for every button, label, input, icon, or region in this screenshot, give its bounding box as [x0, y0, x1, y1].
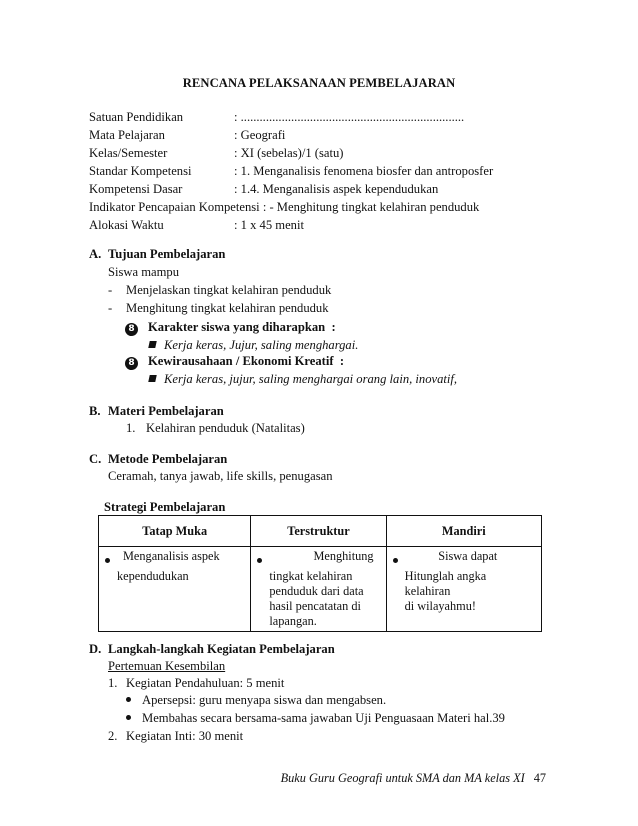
cell-line: di wilayahmu!: [404, 599, 476, 613]
cell-line: lapangan.: [269, 614, 317, 628]
section-a-letter: A.: [89, 247, 102, 261]
karakter-heading: [148, 320, 336, 335]
bullet-icon: [105, 558, 110, 563]
karakter-colon: :: [331, 320, 336, 334]
footer-text: Buku Guru Geografi untuk SMA dan MA kelas XI: [280, 771, 525, 785]
bullet-icon: [257, 558, 262, 563]
section-a-heading: Tujuan Pembelajaran: [108, 247, 226, 261]
identity-label-kd: Kompetensi Dasar: [89, 182, 183, 196]
bullet-text: Membahas secara bersama-sama jawaban Uji Penguasaan Materi hal.39: [142, 711, 505, 725]
identity-label-indikator: Indikator Pencapaian Kompetensi: [89, 200, 260, 214]
identity-label-alokasi: Alokasi Waktu: [89, 218, 164, 232]
square-bullet-icon: [148, 375, 156, 382]
kewira-item: [149, 372, 457, 387]
step-num: 2.: [108, 729, 118, 743]
step-text: Kegiatan Pendahuluan: 5 menit: [126, 676, 285, 690]
list-item: [126, 711, 505, 726]
karakter-item: [149, 338, 358, 353]
number-badge-icon: [125, 354, 138, 370]
identity-label-sk: Standar Kompetensi: [89, 164, 192, 178]
identity-label-satuan: Satuan Pendidikan: [89, 110, 184, 124]
number-badge-icon: [125, 320, 138, 336]
cell-line: Menghitung: [313, 549, 374, 563]
page-footer: [281, 771, 546, 786]
identity-value-indikator: : - Menghitung tingkat kelahiran penduduk: [259, 200, 480, 214]
badge-number: 8: [125, 357, 138, 370]
cell-line: Siswa dapat: [438, 549, 498, 563]
cell-line: Menganalisis aspek: [123, 549, 220, 563]
kewira-heading-text: Kewirausahaan / Ekonomi Kreatif: [148, 354, 334, 368]
column-header: Mandiri: [386, 516, 541, 547]
page-title: RENCANA PELAKSANAAN PEMBELAJARAN: [182, 76, 456, 90]
kewira-heading: [148, 354, 344, 369]
section-b-item: Kelahiran penduduk (Natalitas): [146, 421, 305, 435]
bullet-icon: [126, 697, 131, 702]
page-number: 47: [533, 771, 546, 785]
step-num: 1.: [108, 676, 118, 690]
identity-value-alokasi: : 1 x 45 menit: [234, 218, 304, 232]
cell-line: hasil pencatatan di: [269, 599, 361, 613]
identity-label-mapel: Mata Pelajaran: [89, 128, 165, 142]
karakter-text: Kerja keras, Jujur, saling menghargai.: [164, 338, 359, 352]
table-cell-tatap-muka: [99, 547, 251, 632]
section-c-text: Ceramah, tanya jawab, life skills, penugasan: [108, 469, 333, 483]
column-header: Terstruktur: [251, 516, 386, 547]
step-text: Kegiatan Inti: 30 menit: [126, 729, 244, 743]
cell-line: Hitunglah angka kelahiran: [404, 569, 487, 598]
cell-line: penduduk dari data: [269, 584, 364, 598]
bullet-text: Apersepsi: guru menyapa siswa dan mengabsen.: [142, 693, 387, 707]
list-item: Menghitung tingkat kelahiran penduduk: [126, 301, 329, 315]
table-row: [99, 547, 542, 632]
identity-value-satuan: : .......................................................................: [234, 110, 465, 124]
list-item: Menjelaskan tingkat kelahiran penduduk: [126, 283, 332, 297]
identity-indikator: [89, 200, 479, 215]
section-b-heading: Materi Pembelajaran: [108, 404, 224, 418]
list-dash: -: [108, 283, 113, 297]
list-dash: -: [108, 301, 113, 315]
section-d-heading: Langkah-langkah Kegiatan Pembelajaran: [108, 642, 335, 656]
section-c-letter: C.: [89, 452, 102, 466]
section-b-num: 1.: [126, 421, 136, 435]
identity-value-kelas: : XI (sebelas)/1 (satu): [234, 146, 344, 160]
list-item: [126, 693, 386, 708]
bullet-icon: [393, 558, 398, 563]
section-a-intro: Siswa mampu: [108, 265, 180, 279]
section-b-letter: B.: [89, 404, 101, 418]
table-cell-terstruktur: [251, 547, 386, 632]
kewira-text: Kerja keras, jujur, saling menghargai orang lain, inovatif,: [164, 372, 458, 386]
pertemuan-label: Pertemuan Kesembilan: [108, 659, 226, 673]
table-cell-mandiri: [386, 547, 541, 632]
section-c-heading: Metode Pembelajaran: [108, 452, 228, 466]
identity-value-mapel: : Geografi: [234, 128, 286, 142]
cell-line: tingkat kelahiran: [269, 569, 353, 583]
badge-number: 8: [125, 323, 138, 336]
strategi-table: [98, 515, 542, 632]
identity-value-sk: : 1. Menganalisis fenomena biosfer dan antroposfer: [234, 164, 494, 178]
karakter-heading-text: Karakter siswa yang diharapkan: [148, 320, 326, 334]
bullet-icon: [126, 715, 131, 720]
identity-label-kelas: Kelas/Semester: [89, 146, 168, 160]
table-header-row: [99, 516, 542, 547]
column-header: Tatap Muka: [99, 516, 251, 547]
strategi-heading: Strategi Pembelajaran: [104, 500, 226, 514]
square-bullet-icon: [148, 341, 156, 348]
identity-value-kd: : 1.4. Menganalisis aspek kependudukan: [234, 182, 439, 196]
kewira-colon: :: [339, 354, 345, 368]
section-d-letter: D.: [89, 642, 102, 656]
cell-line: kependudukan: [117, 569, 189, 583]
